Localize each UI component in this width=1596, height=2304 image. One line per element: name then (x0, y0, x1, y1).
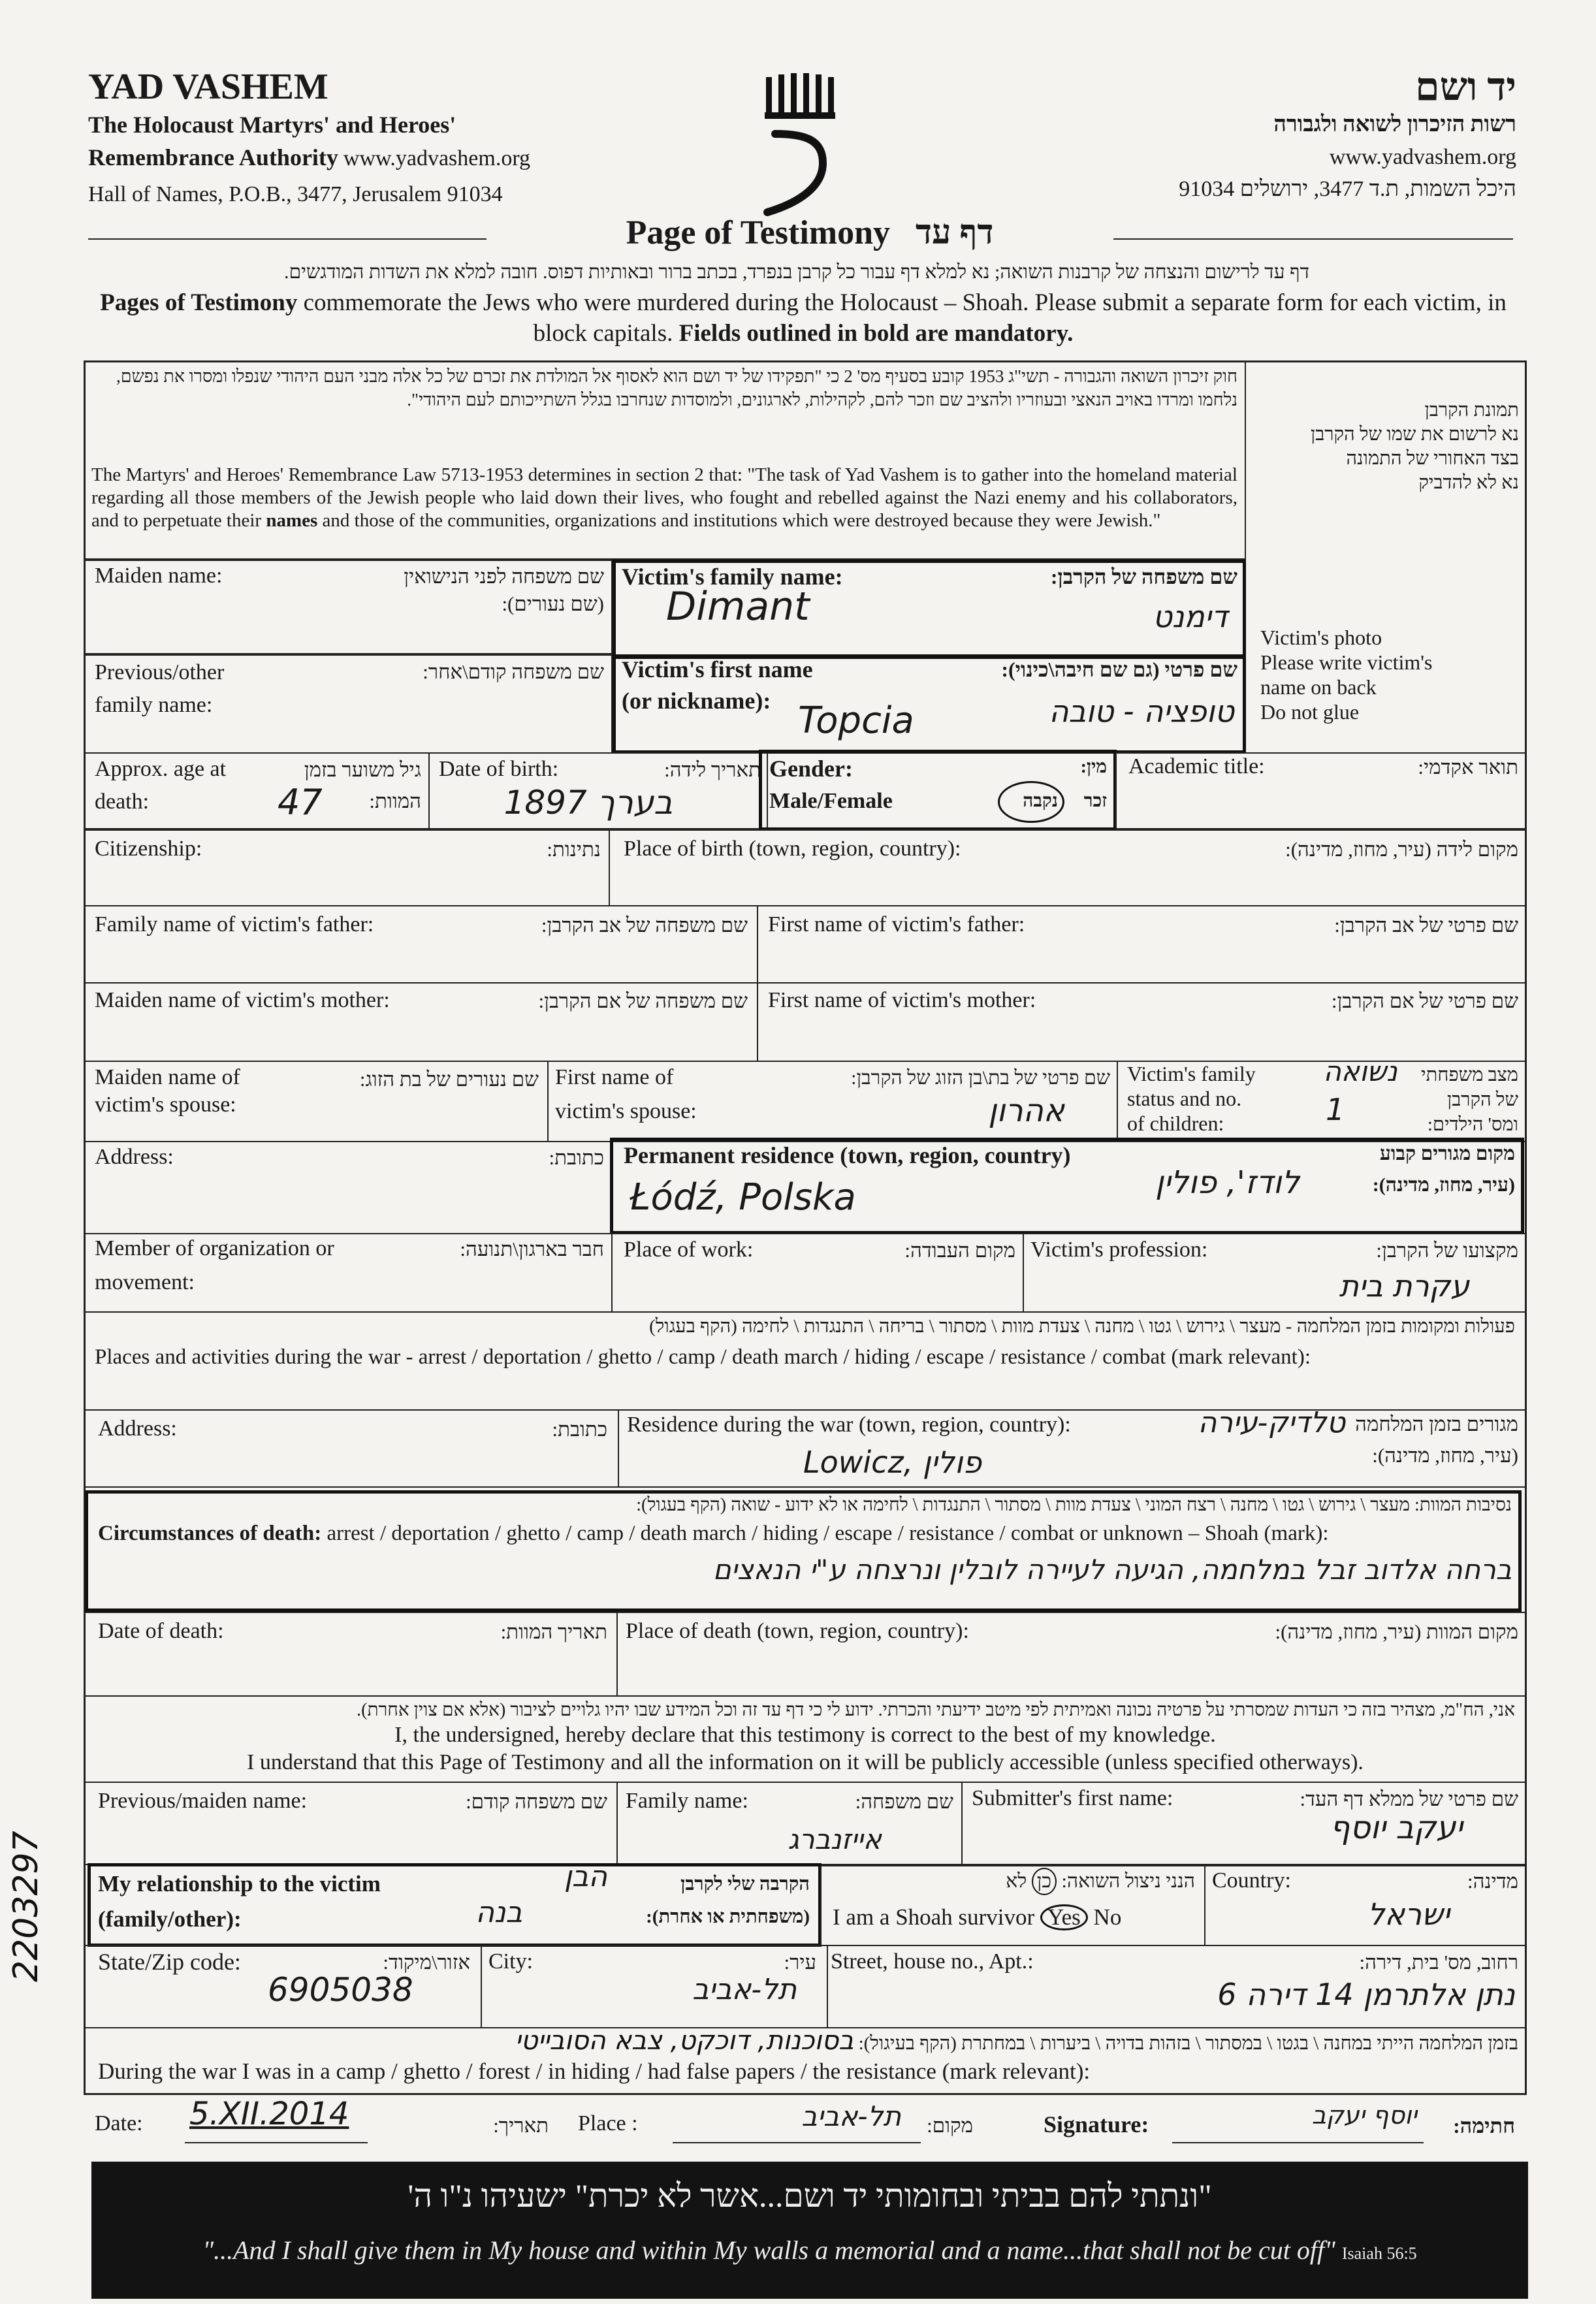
war-residence-label-he-1: מגורים בזמן המלחמה (1355, 1413, 1518, 1435)
intro-en-bold: Pages of Testimony (100, 289, 298, 316)
place-label: Place : (578, 2111, 638, 2136)
relationship-label-he-1: הקרבה שלי לקרבן (680, 1874, 810, 1895)
website-he: www.yadvashem.org (1329, 145, 1516, 169)
children-value: 1 (1326, 1092, 1345, 1127)
street-label-he: רחוב, מס' בית, דירה: (1359, 1951, 1518, 1974)
street-label: Street, house no., Apt.: (831, 1949, 1034, 1974)
organization-label-2: movement: (95, 1270, 195, 1294)
family-name-value-he: דימנט (1153, 599, 1228, 634)
law-en-1: The Martyrs' and Heroes' Remembrance Law 5713-1953 determines in section 2 that: "The task of Yad Vashem is to gather into the homeland material regarding all those members of the Jewish people who laid down their lives, who fought and rebelled against the Nazi enemy and his collaborators, and to perpetuate their (91, 464, 1237, 531)
country-value: ישראל (1367, 1896, 1450, 1932)
prev-family-label-1: Previous/other (95, 660, 225, 684)
status-label-he-3: ומס' הילדים: (1427, 1114, 1518, 1135)
footer-quote-he: "ונתתי להם בביתי ובחומותי יד ושם...אשר לא יכרת" ישעיהו נ"ו ה' (407, 2177, 1212, 2214)
family-name-value: Dimant (666, 584, 810, 630)
city-value: תל-אביב (692, 1973, 797, 2006)
gender-selected-circle (998, 781, 1064, 823)
spouse-first-label-2: victim's spouse: (555, 1099, 697, 1123)
age-value: 47 (278, 782, 323, 823)
age-label-1: Approx. age at (95, 757, 227, 781)
family-name-label: Victim's family name: (622, 564, 843, 590)
survivor-no-en[interactable]: No (1093, 1904, 1122, 1930)
war-residence-value-1: טלדיק-עירה (1198, 1406, 1345, 1439)
war-address-label: Address: (98, 1416, 177, 1441)
status-label-1: Victim's family (1127, 1062, 1256, 1085)
title-en: Page of Testimony (626, 214, 891, 251)
profession-label-he: מקצועו של הקרבן: (1376, 1239, 1518, 1262)
organization-label-he: חבר בארגון\תנועה: (460, 1238, 604, 1260)
father-family-label-he: שם משפחה של אב הקרבן: (541, 914, 748, 936)
family-name-label-he: שם משפחה של הקרבן: (1050, 565, 1237, 588)
mother-maiden-label-he: שם משפחה של אם הקרבן: (538, 989, 748, 1012)
maiden-name-label: Maiden name: (95, 564, 223, 588)
death-date-label: Date of death: (98, 1619, 224, 1643)
photo-he-1: תמונת הקרבן (1424, 400, 1519, 421)
header-en (88, 65, 676, 210)
residence-value: Łódź, Polska (630, 1176, 856, 1219)
father-family-label: Family name of victim's father: (95, 912, 374, 936)
workplace-label: Place of work: (624, 1238, 754, 1262)
intro-en (91, 287, 1515, 349)
law-en (91, 464, 1237, 532)
address-label: Address: (95, 1145, 174, 1169)
prev-family-label-2: family name: (95, 693, 213, 717)
age-label-he-1: גיל משוער בזמן (304, 758, 421, 781)
profession-label: Victim's profession: (1030, 1238, 1208, 1262)
footer-quote-ref: Isaiah 56:5 (1341, 2244, 1417, 2263)
relationship-value-2: בנה (475, 1896, 522, 1929)
intro-en-mandatory: Fields outlined in bold are mandatory. (678, 320, 1074, 347)
signature-label-he: חתימה: (1453, 2114, 1515, 2137)
dob-value: בערך 1897 (503, 784, 673, 822)
city-label: City: (488, 1949, 534, 1974)
address-label-he: כתובת: (549, 1146, 604, 1169)
residence-label: Permanent residence (town, region, country) (624, 1142, 1071, 1168)
status-label-2: status and no. (1127, 1087, 1242, 1110)
address-he: היכל השמות, ת.ד 3477, ירושלים 91034 (1179, 177, 1516, 201)
citizenship-label: Citizenship: (95, 837, 202, 861)
gender-label-he-1: מין: (1080, 757, 1107, 777)
archive-number: 2203297 (7, 1831, 46, 1982)
law-he: חוק זיכרון השואה והגבורה - תשי"ג 1953 קובע בסעיף מס' 2 כי "תפקידו של יד ושם הוא לאסוף אל המולדת את זכרם של כל אלה מבני העם היהודי שנפלו ומסרו את נפשם, נלחמו ומרדו באויב הנאצי ובעוזריו ולהציב שם וזכר להם, לקהילות, לארגונים, ולמוסדות שנחרבו בגלל השתייכותם לעם היהודי". (116, 366, 1237, 409)
war-loc-value: בסוכנות, דוכקט, צבא הסובייטי (515, 2026, 854, 2056)
yad-vashem-logo (761, 72, 839, 222)
spouse-maiden-label-2: victim's spouse: (95, 1093, 236, 1117)
war-places-he: פעולות ומקומות בזמן המלחמה - מעצר \ גירוש \ גטו \ מחנה \ צעדת מוות \ מסתור \ בריחה \ התנגדות \ לחימה (הקף בעגול) (649, 1316, 1515, 1337)
intro-he: דף עד לרישום והנצחה של קרבנות השואה; נא למלא דף עבור כל קרבן בנפרד, בכתב ברור ובאותיות דפוס. חובה למלא את השדות המודגשים. (283, 261, 1310, 283)
photo-instructions-en (1260, 625, 1432, 724)
declaration-en-2: I understand that this Page of Testimony and all the information on it will be publicly accessible (unless specified otherways). (247, 1750, 1364, 1774)
law-en-2: and those of the communities, organizations and institutions which were destroyed because they were Jewish." (317, 510, 1161, 531)
submitter-family-label-he: שם משפחה: (855, 1790, 953, 1813)
survivor-yes-he[interactable]: כן (1032, 1868, 1057, 1895)
photo-he-4: נא לא להדביק (1418, 472, 1519, 493)
spouse-first-label-1: First name of (555, 1065, 674, 1089)
mother-first-label-he: שם פרטי של אם הקרבן: (1331, 989, 1518, 1012)
submitter-first-label: Submitter's first name: (972, 1786, 1173, 1810)
war-residence-value-2: Lowicz, פולין (803, 1445, 982, 1480)
country-label-he: מדינה: (1467, 1870, 1518, 1893)
survivor-he: הנני ניצול השואה: (1061, 1870, 1195, 1892)
header-he (929, 65, 1516, 205)
org-name-he: יד ושם (1415, 65, 1516, 108)
date-label-he: תאריך: (493, 2114, 549, 2137)
dob-label: Date of birth: (439, 757, 559, 781)
father-first-label: First name of victim's father: (768, 912, 1025, 936)
photo-en-4: Do not glue (1260, 700, 1360, 724)
academic-label: Academic title: (1128, 754, 1265, 778)
survivor-no-he[interactable]: לא (1006, 1870, 1027, 1892)
status-label-he-1: מצב משפחתי (1421, 1064, 1518, 1085)
death-circ-value: ברחה אלדוב זבל במלחמה, הגיעה לעיירה לובלין ונרצחה ע"י הנאצים (712, 1554, 1512, 1586)
photo-instructions-he (1251, 398, 1519, 495)
survivor-label-en (833, 1904, 1121, 1930)
status-value: נשואה (1323, 1055, 1397, 1087)
spouse-first-value: אהרון (988, 1093, 1064, 1129)
date-label: Date: (95, 2111, 143, 2136)
survivor-label-he (829, 1868, 1195, 1895)
first-name-label-2: (or nickname): (622, 688, 771, 714)
photo-area[interactable] (1246, 360, 1527, 752)
page-title (575, 212, 1045, 254)
authority-he: רשות הזיכרון לשואה ולגבורה (1273, 112, 1516, 136)
zip-label-he: אזור\מיקוד: (383, 1951, 470, 1974)
country-label: Country: (1212, 1868, 1291, 1893)
workplace-label-he: מקום העבודה: (904, 1239, 1015, 1262)
footer-quote-en-text: "...And I shall give them in My house and within My walls a memorial and a name...that shall not be cut off" (202, 2235, 1335, 2265)
photo-he-3: בצד האחורי של התמונה (1346, 448, 1519, 469)
relationship-value-1: הבן (564, 1860, 607, 1893)
prev-family-label-he: שם משפחה קודם\אחר: (423, 660, 604, 683)
website-en: www.yadvashem.org (343, 146, 531, 170)
submitter-first-label-he: שם פרטי של ממלא דף העד: (1300, 1787, 1518, 1810)
photo-en-3: name on back (1260, 675, 1377, 699)
gender-label-1: Gender: (769, 756, 853, 782)
death-date-label-he: תאריך המוות: (500, 1620, 607, 1643)
death-place-label: Place of death (town, region, country): (626, 1619, 969, 1643)
relationship-label-1: My relationship to the victim (98, 1871, 381, 1896)
war-address-label-he: כתובת: (552, 1418, 607, 1441)
spouse-maiden-label-he: שם נעורים של בת הזוג: (359, 1068, 539, 1091)
status-label-3: of children: (1127, 1112, 1224, 1135)
gender-label-2: Male/Female (769, 789, 893, 813)
birthplace-label: Place of birth (town, region, country): (624, 837, 961, 861)
age-label-he-2: המוות: (369, 790, 421, 812)
war-loc-he (91, 2028, 1518, 2056)
citizenship-label-he: נתינות: (547, 838, 601, 861)
war-residence-label: Residence during the war (town, region, country): (627, 1413, 1071, 1437)
war-places-en: Places and activities during the war - arrest / deportation / ghetto / camp / death march / hiding / escape / resistance / combat (mark relevant): (95, 1345, 1311, 1369)
submitter-prev-label-he: שם משפחה קודם: (466, 1790, 607, 1813)
zip-label: State/Zip code: (98, 1949, 241, 1975)
death-circ-he: נסיבות המוות: מעצר \ גירוש \ גטו \ מחנה \ רצח המוני \ צעדת מוות \ מסתור \ התנגדות \ לחימה או לא ידוע - שואה (הקף בעגול): (636, 1495, 1512, 1515)
declaration-he: אני, הח"מ, מצהיר בזה כי העדות שמסרתי על פרטיה נכונה ואמיתית לפי מיטב ידיעתי והכרתי. ידוע לי כי דף עד זה וכל המידע שבו יהיו גלויים לציבור (אלא אם צוין אחרת). (357, 1700, 1515, 1720)
relationship-label-2: (family/other): (98, 1906, 242, 1932)
submitter-family-label: Family name: (626, 1789, 748, 1813)
submitter-prev-label: Previous/maiden name: (98, 1789, 308, 1813)
father-first-label-he: שם פרטי של אב הקרבן: (1334, 914, 1518, 936)
dob-label-he: תאריך לידה: (664, 758, 761, 781)
first-name-value: Topcia (798, 699, 914, 742)
photo-he-2: נא לרשום את שמו של הקרבן (1310, 424, 1519, 445)
maiden-name-label-he2: (שם נעורים): (502, 592, 604, 615)
spouse-first-label-he: שם פרטי של בת\בן הזוג של הקרבן: (851, 1067, 1110, 1089)
org-name-en: YAD VASHEM (88, 67, 328, 107)
spouse-maiden-label-1: Maiden name of (95, 1065, 240, 1089)
relationship-label-he-2: (משפחתית או אחרת): (646, 1906, 810, 1927)
first-name-label-1: Victim's first name (622, 656, 813, 682)
zip-value: 6905038 (268, 1971, 413, 2009)
signature-value[interactable]: יוסף יעקב (1311, 2101, 1417, 2130)
address-en: Hall of Names, P.O.B., 3477, Jerusalem 91034 (88, 182, 503, 206)
academic-label-he: תואר אקדמי: (1418, 756, 1518, 778)
footer-banner (91, 2162, 1528, 2299)
declaration-en-1: I, the undersigned, hereby declare that this testimony is correct to the best of my knowledge. (394, 1723, 1216, 1747)
status-label-he-2: של הקרבן (1446, 1089, 1518, 1110)
city-label-he: עיר: (784, 1951, 816, 1974)
mother-maiden-label: Maiden name of victim's mother: (95, 988, 390, 1012)
law-en-names: names (266, 510, 318, 531)
organization-label-1: Member of organization or (95, 1236, 334, 1260)
maiden-name-label-he: שם משפחה לפני הנישואין (404, 565, 604, 588)
photo-en-2: Please write victim's (1260, 650, 1433, 674)
first-name-label-he: שם פרטי (גם שם חיבה\כינוי): (1001, 658, 1237, 681)
war-loc-en: During the war I was in a camp / ghetto / forest / in hiding / had false papers / the resistance (mark relevant): (98, 2058, 1091, 2084)
residence-label-he-2: (עיר, מחוז, מדינה): (1372, 1174, 1515, 1196)
mother-first-label: First name of victim's mother: (768, 988, 1036, 1012)
submitter-first-value: יעקב יוסף (1330, 1810, 1463, 1846)
death-circ-en (98, 1520, 1329, 1546)
title-he: דף עד (916, 214, 994, 251)
death-circ-en-text: arrest / deportation / ghetto / camp / death march / hiding / escape / resistance / combat or unknown – Shoah (mark): (321, 1522, 1329, 1545)
residence-value-he: לודז', פולין (1155, 1164, 1300, 1201)
authority-en-1: The Holocaust Martyrs' and Heroes' (88, 112, 456, 138)
intro-en-text: commemorate the Jews who were murdered during the Holocaust – Shoah. Please submit a separate form for each victim, in block capitals. (297, 289, 1507, 347)
footer-quote-en (91, 2233, 1528, 2271)
death-circ-en-bold: Circumstances of death: (98, 1522, 322, 1545)
residence-label-he-1: מקום מגורים קבוע (1379, 1143, 1515, 1164)
authority-en-2: Remembrance Authority (88, 144, 338, 170)
war-residence-label-he-2: (עיר, מחוז, מדינה): (1372, 1444, 1518, 1467)
first-name-value-he: טופציה - טובה (1049, 694, 1234, 729)
signature-label: Signature: (1044, 2111, 1149, 2137)
place-label-he: מקום: (927, 2114, 973, 2137)
place-value[interactable]: תל-אביב (801, 2100, 901, 2132)
photo-en-1: Victim's photo (1260, 626, 1382, 649)
age-label-2: death: (95, 790, 150, 814)
profession-value: עקרת בית (1339, 1268, 1469, 1304)
war-loc-he-text: בזמן המלחמה הייתי במחנה \ בגטו \ במסתור \ בזהות בדויה \ ביערות \ במחתרת (הקף בעיגול): (858, 2033, 1518, 2054)
birthplace-label-he: מקום לידה (עיר, מחוז, מדינה): (1285, 838, 1518, 861)
street-value: נתן אלתרמן 14 דירה 6 (1217, 1977, 1515, 2012)
submitter-family-value: אייזנברג (788, 1823, 882, 1855)
survivor-yes-en[interactable]: Yes (1040, 1904, 1088, 1930)
survivor-en: I am a Shoah survivor (833, 1904, 1035, 1930)
death-place-label-he: מקום המוות (עיר, מחוז, מדינה): (1275, 1620, 1518, 1643)
gender-option-female-he[interactable]: נקבה (1023, 791, 1058, 811)
gender-option-male-he[interactable]: זכר (1083, 791, 1107, 811)
date-value[interactable]: 5.XII.2014 (189, 2096, 349, 2132)
